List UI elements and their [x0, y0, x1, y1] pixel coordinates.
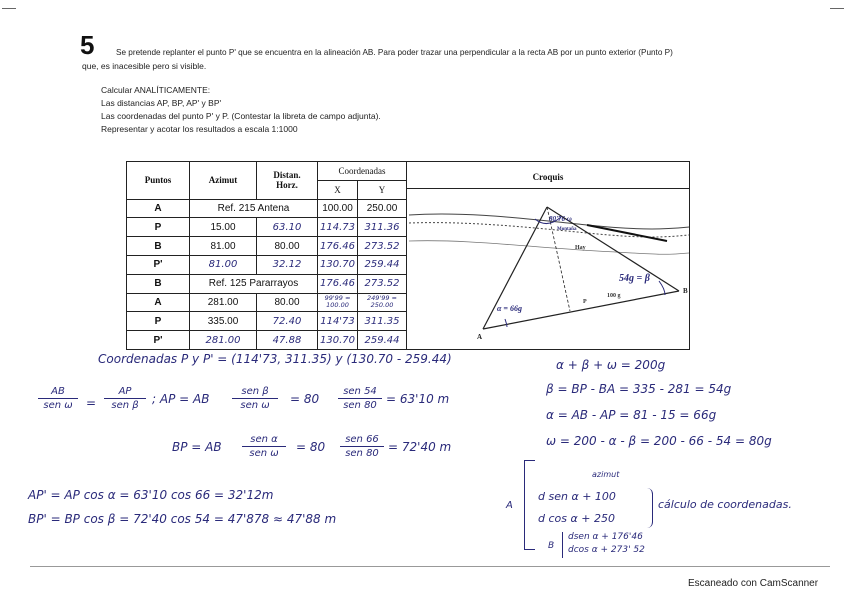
coord-b-1: dsen α + 176'46	[568, 532, 643, 542]
top-mark-2	[830, 8, 844, 9]
bracket-b	[562, 532, 567, 558]
cell-y: 250.00	[358, 199, 407, 218]
cell-punto: A	[127, 293, 190, 312]
frac-ap-senb	[104, 386, 146, 411]
header-x: X	[318, 180, 358, 199]
right-eq-1: α + β + ω = 200g	[556, 358, 666, 372]
cell-azimut: 81.00	[190, 255, 257, 274]
cell-y: 259.44	[358, 331, 407, 350]
b-label: B	[683, 287, 688, 295]
instruction-3: Las coordenadas del punto P' y P. (Contestar la libreta de campo adjunta).	[101, 111, 381, 121]
cell-x: 114.73	[318, 218, 358, 237]
frac-num: AB	[51, 386, 65, 397]
beta-label: 54g = β	[619, 273, 650, 284]
header-azimut: Azimut	[190, 162, 257, 200]
header-distan	[257, 162, 318, 200]
cell-x: 176.46	[318, 274, 358, 293]
frac-num: AP	[118, 386, 132, 397]
frac-num: sen α	[250, 434, 278, 445]
frac-ab-senw	[38, 386, 78, 411]
calc-label: cálculo de coordenadas.	[658, 498, 792, 511]
coord-a-1: d sen α + 100	[538, 490, 616, 503]
cell-punto: P	[127, 218, 190, 237]
right-eq-3: α = AB - AP = 81 - 15 = 66g	[546, 408, 717, 422]
ap-eq-pre: ; AP = AB	[152, 392, 210, 406]
cell-ref: Ref. 125 Pararrayos	[190, 274, 318, 293]
cell-dist: 32.12	[257, 255, 318, 274]
header-puntos: Puntos	[127, 162, 190, 200]
curly-brace	[646, 488, 653, 528]
cell-azimut: 281.00	[190, 331, 257, 350]
cell-x: 176.46	[318, 237, 358, 256]
river-line-2	[409, 223, 689, 237]
coord-line: Coordenadas P y P' = (114'73, 311.35) y (130.70 - 259.44)	[98, 352, 452, 366]
cell-ref: Ref. 215 Antena	[190, 199, 318, 218]
coord-a-2: d cos α + 250	[538, 512, 615, 525]
equals-1: =	[86, 396, 97, 410]
a-label: A	[477, 333, 483, 341]
cell-x: 99'99 ≈ 100.00	[318, 293, 358, 312]
road-line	[587, 225, 667, 241]
angle-arc-a	[505, 319, 507, 327]
p-label: P	[583, 299, 587, 305]
croquis-cell	[407, 162, 690, 350]
instruction-2: Las distancias AP, BP, AP' y BP'	[101, 98, 222, 108]
cell-x: 100.00	[318, 199, 358, 218]
angle-arc-b	[659, 281, 665, 295]
instruction-1: Calcular ANALÍTICAMENTE:	[101, 85, 211, 95]
ap-mid: = 80	[290, 392, 320, 406]
cell-punto: P'	[127, 331, 190, 350]
header-croquis: Croquis	[532, 172, 564, 182]
bottom-rule	[30, 566, 830, 567]
bpprime-line: BP' = BP cos β = 72'40 cos 54 = 47'878 ≈ 47'88 m	[28, 512, 337, 526]
bracket-a	[524, 460, 535, 550]
frac-ap-2	[338, 386, 382, 411]
footer-text: Escaneado con CamScanner	[688, 578, 819, 589]
right-eq-4: ω = 200 - α - β = 200 - 66 - 54 = 80g	[546, 434, 772, 448]
cell-azimut: 281.00	[190, 293, 257, 312]
cell-punto: P	[127, 312, 190, 331]
apprime-line: AP' = AP cos α = 63'10 cos 66 = 32'12m	[28, 488, 274, 502]
alpha-label: α = 66g	[497, 304, 522, 313]
hay-label: Hay	[575, 245, 586, 251]
cell-punto: B	[127, 274, 190, 293]
cell-x: 130.70	[318, 331, 358, 350]
cell-y: 273.52	[358, 274, 407, 293]
cell-azimut: 335.00	[190, 312, 257, 331]
cell-y: 311.36	[358, 218, 407, 237]
problem-line-1: Se pretende replanter el punto P' que se encuentra en la alineación AB. Para poder trazar una perpendicular a la recta AB por un punto exterior (Punto P)	[116, 48, 673, 57]
cell-punto: P'	[127, 255, 190, 274]
cell-azimut: 15.00	[190, 218, 257, 237]
frac-den: sen ω	[249, 448, 279, 459]
cell-punto: A	[127, 199, 190, 218]
cell-x: 114'73	[318, 312, 358, 331]
right-eq-2: β = BP - BA = 335 - 281 = 54g	[546, 382, 732, 396]
header-distan-text: Distan.	[273, 170, 301, 181]
ap-result: = 63'10 m	[386, 392, 450, 406]
frac-ap-1	[232, 386, 278, 411]
bp-result: = 72'40 m	[388, 440, 452, 454]
label-a: A	[506, 500, 513, 511]
frac-bp-1	[242, 434, 286, 459]
bp-pre: BP = AB	[172, 440, 222, 454]
header-y: Y	[358, 180, 407, 199]
frac-den: sen β	[111, 400, 139, 411]
cell-dist: 63.10	[257, 218, 318, 237]
cell-x: 130.70	[318, 255, 358, 274]
cell-azimut: 81.00	[190, 237, 257, 256]
coord-b-2: dcos α + 273' 52	[568, 545, 645, 555]
header-coordenadas: Coordenadas	[318, 162, 407, 181]
frac-den: sen ω	[240, 400, 270, 411]
field-book-table	[126, 161, 690, 350]
top-mark-1	[2, 8, 16, 9]
top-label: Montaña	[557, 227, 577, 232]
instruction-4: Representar y acotar los resultados a escala 1:1000	[101, 124, 298, 134]
cell-punto: B	[127, 237, 190, 256]
problem-number: 5	[80, 30, 95, 60]
frac-bp-2	[340, 434, 384, 459]
cell-y: 249'99 ≈ 250.00	[358, 293, 407, 312]
header-horz-text: Horz.	[276, 180, 298, 191]
cell-y: 311.35	[358, 312, 407, 331]
cell-y: 259.44	[358, 255, 407, 274]
croquis-sketch	[407, 189, 689, 349]
cell-dist: 72.40	[257, 312, 318, 331]
label-b: B	[548, 541, 555, 551]
frac-den: sen 80	[345, 448, 379, 459]
problem-line-2: que, es inacesible pero si visible.	[82, 61, 207, 71]
frac-den: sen ω	[43, 400, 73, 411]
frac-num: sen β	[241, 386, 269, 397]
cell-y: 273.52	[358, 237, 407, 256]
cell-dist: 80.00	[257, 237, 318, 256]
cell-dist: 47.88	[257, 331, 318, 350]
dist-label: 100 g	[607, 293, 621, 299]
azimut-note: azimut	[592, 470, 620, 479]
frac-den: sen 80	[343, 400, 377, 411]
cell-dist: 80.00	[257, 293, 318, 312]
angle-top-label: 80'76 ω	[549, 215, 572, 223]
frac-num: sen 66	[345, 434, 379, 445]
instructions	[101, 84, 381, 136]
river-line-3	[409, 241, 689, 255]
frac-num: sen 54	[343, 386, 377, 397]
bp-mid: = 80	[296, 440, 326, 454]
